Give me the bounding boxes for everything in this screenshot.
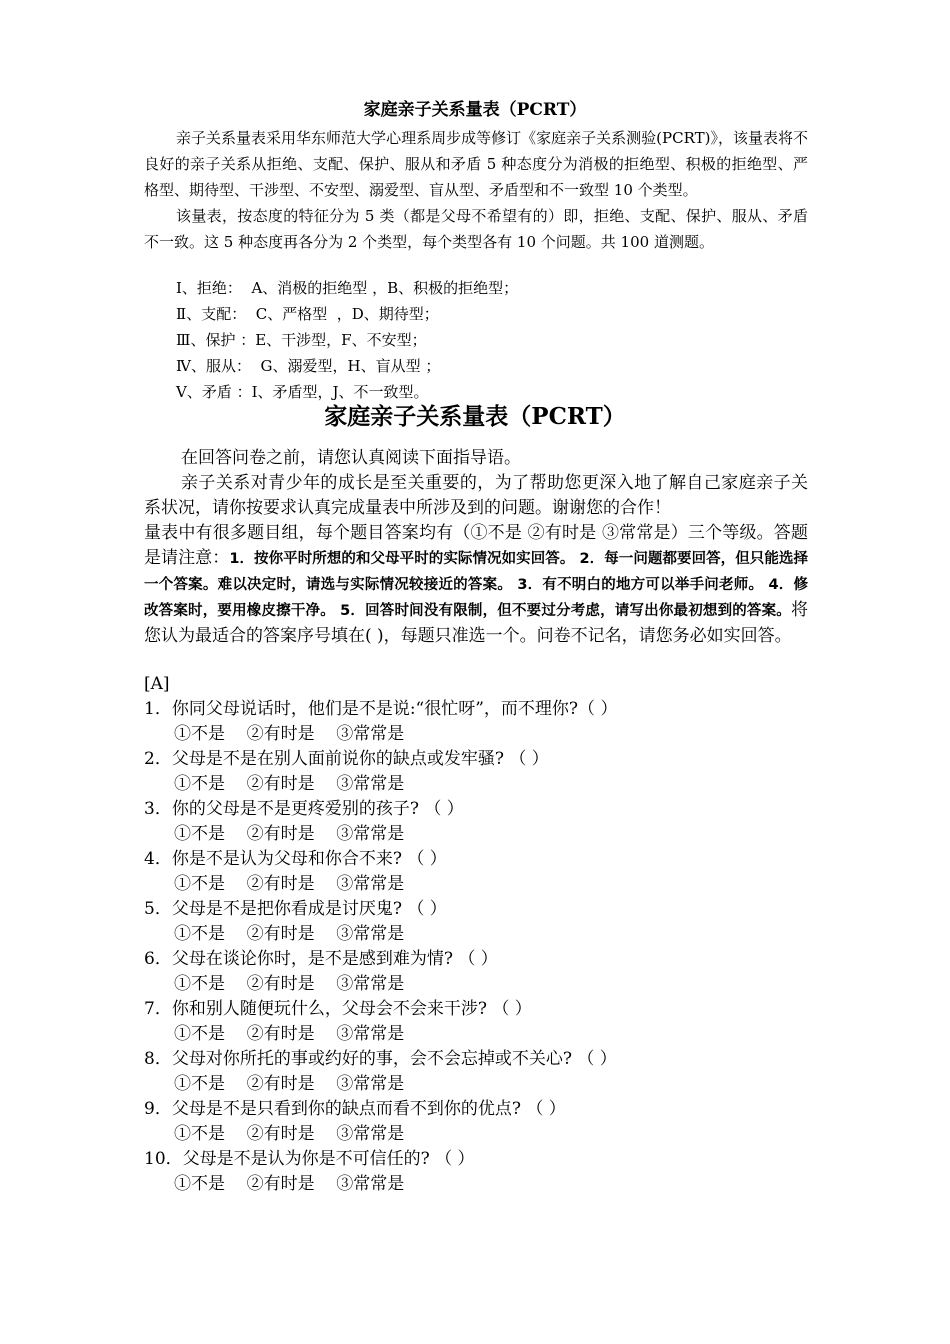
instructions-paragraph-3 [144,521,808,649]
answer-options[interactable]: ①不是 ②有时是 ③常常是 [174,1124,405,1144]
category-item: Ⅰ、拒绝： A、消极的拒绝型 ，B、积极的拒绝型； [176,279,519,297]
page-title-large: 家庭亲子关系量表（PCRT） [324,403,626,430]
question-9: 9．父母是不是只看到你的缺点而看不到你的优点? （ ） [144,1099,566,1119]
question-5: 5．父母是不是把你看成是讨厌鬼? （ ） [144,899,447,919]
question-list [144,672,808,1197]
category-item: Ⅱ、支配： C、严格型 ，D、期待型； [176,305,439,323]
instructions-text-start: 量表中有很多题目组，每个题目答案均有（①不是 ②有时是 ③常常是）三个等级。答题是请注意： [144,523,808,568]
question-3: 3．你的父母是不是更疼爱别的孩子? （ ） [144,799,464,819]
category-item: Ⅴ、矛盾 ：I、矛盾型，J、不一致型。 [176,383,429,401]
answer-options[interactable]: ①不是 ②有时是 ③常常是 [174,1074,405,1094]
question-8: 8．父母对你所托的事或约好的事，会不会忘掉或不关心? （ ） [144,1049,617,1069]
answer-options[interactable]: ①不是 ②有时是 ③常常是 [174,924,405,944]
answer-options[interactable]: ①不是 ②有时是 ③常常是 [174,1024,405,1044]
answer-options[interactable]: ①不是 ②有时是 ③常常是 [174,774,405,794]
section-label: [A] [144,674,170,694]
question-1: 1．你同父母说话时，他们是不是说:“很忙呀”，而不理你?（ ） [144,699,618,719]
instructions-text-end: 将您认为最适合的答案序号填在( )，每题只准选一个。问卷不记名，请您务必如实回答。 [144,600,808,646]
answer-options[interactable]: ①不是 ②有时是 ③常常是 [174,974,405,994]
question-10: 10．父母是不是认为你是不可信任的? （ ） [144,1149,475,1169]
question-2: 2．父母是不是在别人面前说你的缺点或发牢骚? （ ） [144,749,549,769]
answer-options[interactable]: ①不是 ②有时是 ③常常是 [174,724,405,744]
answer-options[interactable]: ①不是 ②有时是 ③常常是 [174,824,405,844]
page-title-small: 家庭亲子关系量表（PCRT） [363,100,587,120]
answer-options[interactable]: ①不是 ②有时是 ③常常是 [174,1174,405,1194]
question-6: 6．父母在谈论你时，是不是感到难为情? （ ） [144,949,498,969]
instructions-rules-bold: 1．按你平时所想的和父母平时的实际情况如实回答。 2．每一问题都要回答，但只能选择一个答案。难以决定时，请选与实际情况较接近的答案。 3．有不明白的地方可以举手问老师。 4．修改答案时，要用橡皮擦干净。 5．回答时间没有限制，但不要过分考虑，请写出你最初想到的答案。 [144,551,808,619]
category-item: Ⅳ、服从： G、溺爱型，H、盲从型 ； [176,357,441,375]
instructions-section [144,446,808,649]
answer-options[interactable]: ①不是 ②有时是 ③常常是 [174,874,405,894]
intro-paragraph-1: 亲子关系量表采用华东师范大学心理系周步成等修订《家庭亲子关系测验(PCRT)》，该量表将不良好的亲子关系从拒绝、支配、保护、服从和矛盾 5 种态度分为消极的拒绝型、积极的拒绝型、严格型、期待型、干涉型、不安型、溺爱型、盲从型、矛盾型和不一致型 10 个类型。 [144,129,808,199]
question-4: 4．你是不是认为父母和你合不来? （ ） [144,849,447,869]
instructions-line-1: 在回答问卷之前，请您认真阅读下面指导语。 [181,448,521,468]
intro-section [144,125,808,255]
instructions-paragraph-2: 亲子关系对青少年的成长是至关重要的，为了帮助您更深入地了解自己家庭亲子关系状况，请你按要求认真完成量表中所涉及到的问题。谢谢您的合作！ [144,473,808,518]
intro-paragraph-2: 该量表，按态度的特征分为 5 类（都是父母不希望有的）即，拒绝、支配、保护、服从、矛盾不一致。这 5 种态度再各分为 2 个类型，每个类型各有 10 个问题。共 100 道测题。 [144,207,808,251]
question-7: 7．你和别人随便玩什么，父母会不会来干涉? （ ） [144,999,532,1019]
category-list [176,275,518,405]
category-item: Ⅲ、保护 ：E、干涉型，F、不安型； [176,331,427,349]
